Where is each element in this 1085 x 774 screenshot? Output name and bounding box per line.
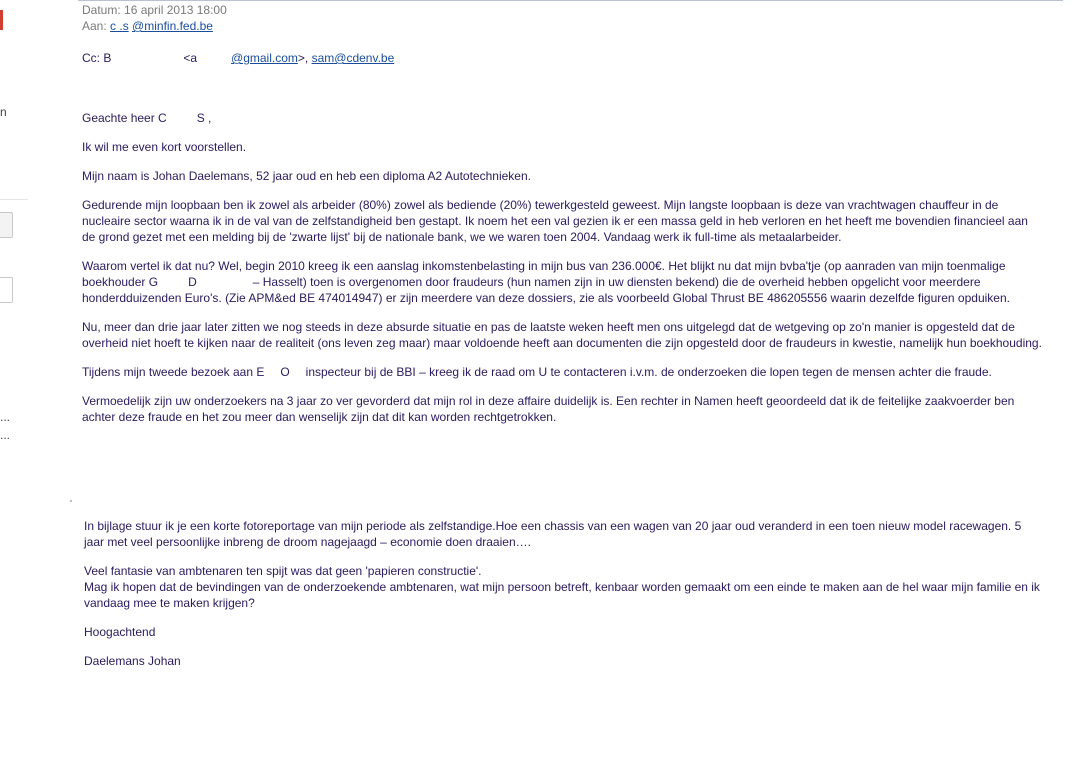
to-link-domain[interactable]: @minfin.fed.be — [132, 19, 213, 33]
to-link-name[interactable]: c .s — [110, 19, 129, 33]
cc-link-cdenv[interactable]: sam@cdenv.be — [311, 51, 395, 65]
attachment-paragraph: In bijlage stuur ik je een korte fotoreportage van mijn periode als zelfstandige.Hoe een chassis van een wagen van 20 jaar oud veranderd in een toen nieuw model racewagen. 5 jaar met veel persoonlijke inbreng de droom nagejaagd – economie doen draaien…. — [84, 519, 1022, 549]
sidebar-button-edge[interactable] — [0, 212, 13, 238]
greeting — [82, 110, 1042, 126]
message-header — [82, 2, 227, 34]
sidebar-ellipsis: ... — [0, 428, 11, 442]
visit-text-2: O — [280, 365, 290, 379]
closing: Hoogachtend — [84, 625, 156, 639]
cc-link-gmail[interactable]: @gmail.com — [231, 51, 298, 65]
cc-label: Cc: B — [82, 51, 112, 65]
message-body — [82, 110, 1042, 438]
message-divider — [78, 0, 1063, 1]
visit-text-1: Tijdens mijn tweede bezoek aan E — [82, 365, 265, 379]
cc-row — [82, 50, 394, 66]
career-paragraph: Gedurende mijn loopbaan ben ik zowel als arbeider (80%) zowel als bediende (20%) tewerkgesteld geweest. Mijn langste loopbaan is deze van vrachtwagen chauffeur in de nucleaire sector waarna ik in de val van de zelfstandigheid ben gestapt. Ik noem het een val gezien ik er een massa geld in heb verloren en het heeft me bovendien financieel aan de grond gezet met een melding bij de 'zwarte lijst' bij de nationale bank, we we waren toen 2004. Vandaag werk ik full-time als metaalarbeider. — [82, 198, 1028, 244]
separator-dot — [70, 500, 72, 502]
hope-paragraph — [84, 563, 1044, 611]
cc-separator: >, — [297, 51, 312, 65]
left-sidebar-edge — [0, 0, 20, 774]
sidebar-input-edge[interactable] — [0, 277, 13, 303]
sidebar-label-fragment: n — [0, 105, 7, 119]
compose-button-edge[interactable] — [0, 10, 3, 30]
to-label: Aan: — [82, 19, 107, 33]
intro-paragraph: Ik wil me even kort voorstellen. — [82, 140, 247, 154]
hope-text: Mag ik hopen dat de bevindingen van de onderzoekende ambtenaren, wat mijn persoon betreft, kenbaar worden gemaakt om een einde te maken aan de hel waar mijn familie en ik vandaag mee te maken krijgen? — [84, 580, 1040, 610]
why-text-2: D — [188, 275, 197, 289]
cc-name-open: <a — [183, 51, 198, 65]
date-label: Datum: — [82, 3, 121, 17]
greeting-end: S , — [196, 111, 212, 125]
greeting-start: Geachte heer C — [82, 111, 167, 125]
name-paragraph: Mijn naam is Johan Daelemans, 52 jaar oud en heb een diploma A2 Autotechnieken. — [82, 169, 531, 183]
why-paragraph — [82, 258, 1042, 306]
presume-paragraph: Vermoedelijk zijn uw onderzoekers na 3 jaar zo ver gevorderd dat mijn rol in deze affaire duidelijk is. Een rechter in Namen heeft geoordeeld dat ik de feitelijke zaakvoerder ben achter deze fraude en het zou meer dan wenselijk zijn dat dit kan worden rechtgetrokken. — [82, 394, 1015, 424]
date-row — [82, 2, 227, 18]
sidebar-divider — [0, 199, 28, 200]
sidebar-ellipsis: ... — [0, 410, 11, 424]
visit-paragraph — [82, 364, 1042, 380]
signature: Daelemans Johan — [84, 654, 181, 668]
fantasy-line: Veel fantasie van ambtenaren ten spijt was dat geen 'papieren constructie'. — [84, 564, 482, 578]
date-value: 16 april 2013 18:00 — [124, 3, 227, 17]
message-body-continued — [84, 518, 1044, 682]
why-text-1: Waarom vertel ik dat nu? Wel, begin 2010 kreeg ik een aanslag inkomstenbelasting in mijn bus van 236.000€. Het blijkt nu dat mijn bvba'tje (op aanraden van mijn toenmalige boekhouder G — [82, 259, 1006, 289]
visit-text-3: inspecteur bij de BBI – kreeg ik de raad om U te contacteren i.v.m. de onderzoeken die lopen tegen de mensen achter die fraude. — [305, 365, 992, 379]
now-paragraph: Nu, meer dan drie jaar later zitten we nog steeds in deze absurde situatie en pas de laatste weken heeft men ons uitgelegd dat de wetgeving op zo'n manier is opgesteld dat de overheid niet hoeft te kijken naar de realiteit (ons leven zeg maar) maar voldoende heeft aan documenten die zijn opgesteld door de fraudeurs in kwestie, namelijk hun boekhouding. — [82, 320, 1042, 350]
why-text-3: – Hasselt) toen is overgenomen door fraudeurs (hun namen zijn in uw diensten bekend) die de overheid hebben opgelicht voor meerdere honderdduizenden Euro's. (Zie APM&ed BE 474014947) er zijn meerdere van deze dossiers, zie als voorbeeld Global Thrust BE 486205556 waarin dezelfde figuren opduiken. — [82, 275, 1010, 305]
to-row — [82, 18, 227, 34]
